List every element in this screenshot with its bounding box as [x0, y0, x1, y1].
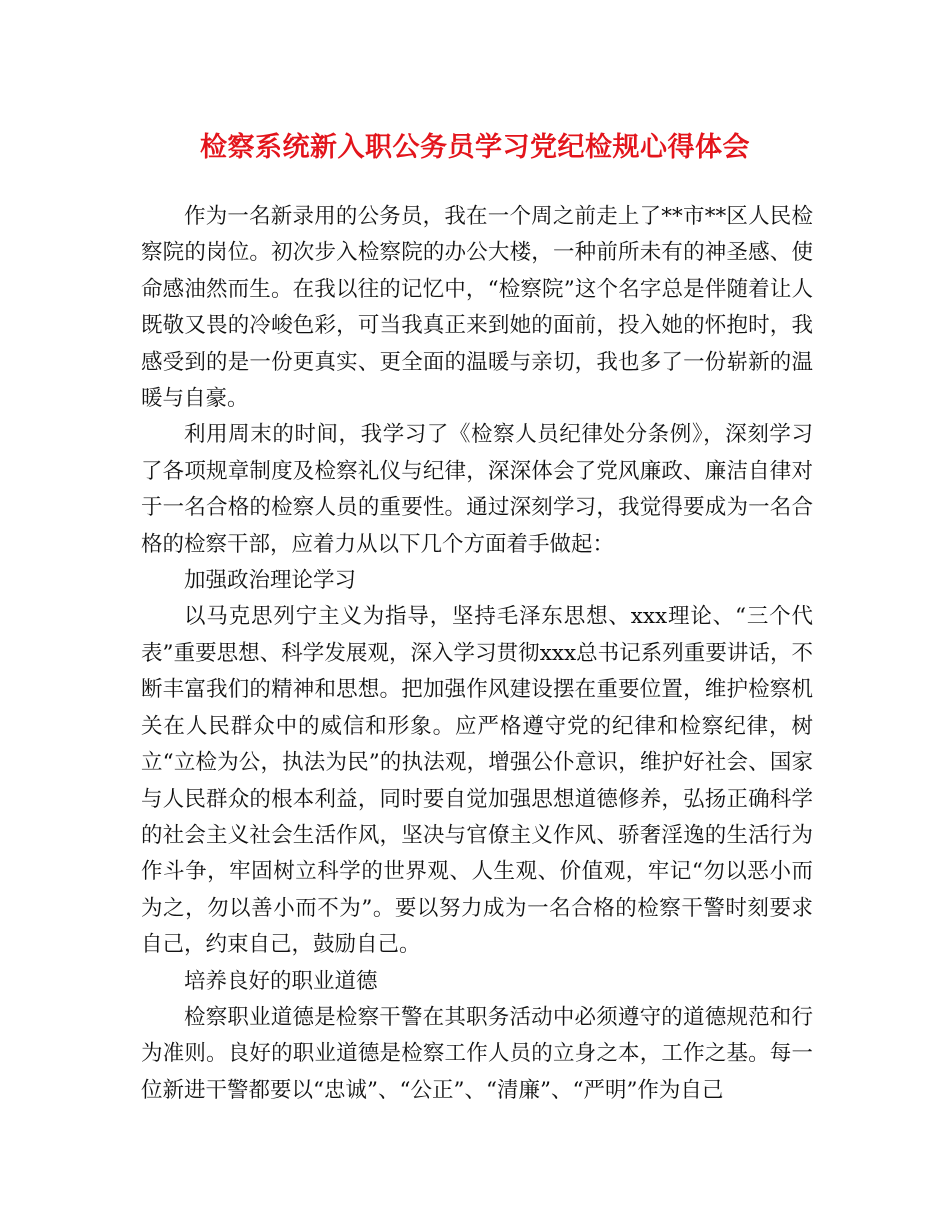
paragraph-study: 利用周末的时间，我学习了《检察人员纪律处分条例》，深刻学习了各项规章制度及检察礼仪与纪律，深深体会了党风廉政、廉洁自律对于一名合格的检察人员的重要性。通过深刻学习，我觉得要成为一名合格的检察干部，应着力从以下几个方面着手做起： — [141, 422, 813, 557]
paragraph-intro: 作为一名新录用的公务员，我在一个周之前走上了**市**区人民检察院的岗位。初次步入检察院的办公大楼，一种前所未有的神圣感、使命感油然而生。在我以往的记忆中，“检察院”这个名字总是伴随着让人既敬又畏的冷峻色彩，可当我真正来到她的面前，投入她的怀抱时，我感受到的是一份更真实、更全面的温暖与亲切，我也多了一份崭新的温暖与自豪。 — [141, 204, 813, 412]
paragraph-professional-ethics: 检察职业道德是检察干警在其职务活动中必须遵守的道德规范和行为准则。良好的职业道德是检察工作人员的立身之本，工作之基。每一位新进干警都要以“忠诚”、“公正”、“清廉”、“严明”作为自己 — [141, 1004, 813, 1103]
paragraph-political-study: 以马克思列宁主义为指导，坚持毛泽东思想、xxx理论、“三个代表”重要思想、科学发展观，深入学习贯彻xxx总书记系列重要讲话，不断丰富我们的精神和思想。把加强作风建设摆在重要位置，维护检察机关在人民群众中的威信和形象。应严格遵守党的纪律和检察纪律，树立“立检为公，执法为民”的执法观，增强公仆意识，维护好社会、国家与人民群众的根本利益，同时要自觉加强思想道德修养，弘扬正确科学的社会主义社会生活作风，坚决与官僚主义作风、骄奢淫逸的生活行为作斗争，牢固树立科学的世界观、人生观、价值观，牢记“勿以恶小而为之，勿以善小而不为”。要以努力成为一名合格的检察干警时刻要求自己，约束自己，鼓励自己。 — [141, 604, 813, 958]
document-title: 检察系统新入职公务员学习党纪检规心得体会 — [200, 132, 750, 163]
section-heading-professional-ethics: 培养良好的职业道德 — [184, 968, 378, 994]
section-heading-political-study: 加强政治理论学习 — [184, 568, 357, 594]
document-body — [141, 199, 813, 1109]
